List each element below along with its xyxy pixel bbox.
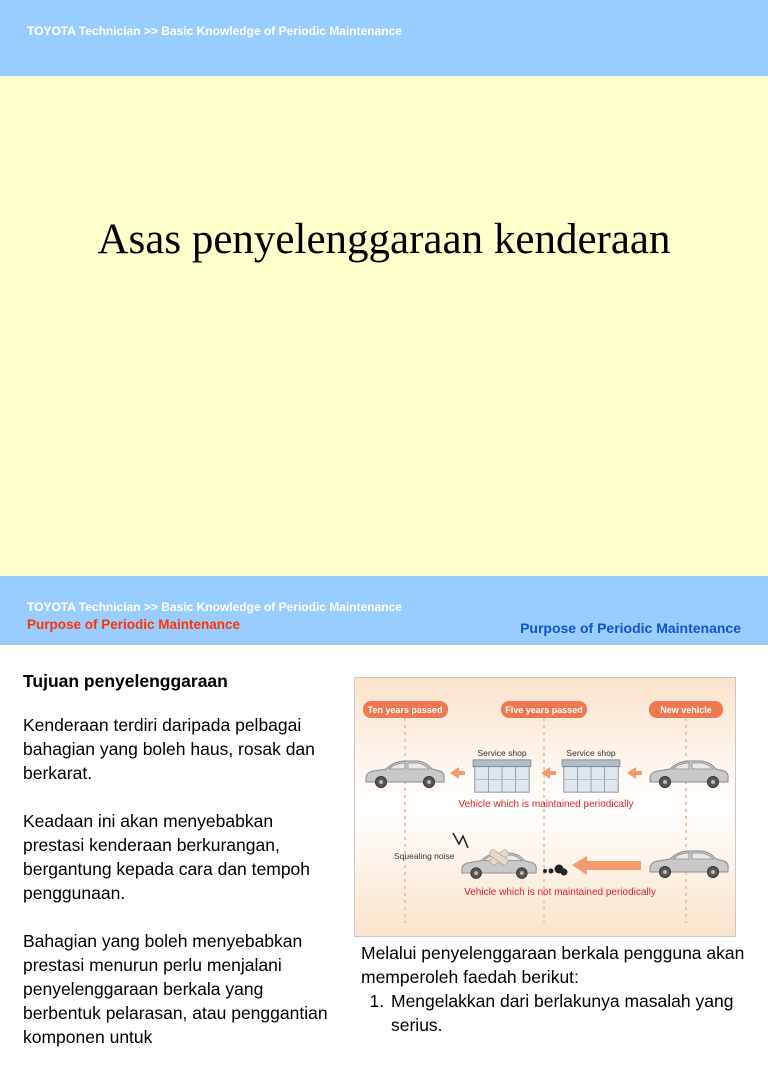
slide-header bbox=[0, 0, 768, 76]
service-shop-icon bbox=[562, 760, 620, 792]
benefits-intro: Melalui penyelenggaraan berkala pengguna akan memperoleh faedah berikut: bbox=[361, 943, 745, 987]
benefits-list bbox=[361, 989, 751, 1037]
label-maintained: Vehicle which is maintained periodically bbox=[458, 799, 634, 810]
maintenance-diagram bbox=[354, 677, 736, 937]
maintenance-diagram-svg bbox=[355, 678, 735, 936]
label-squealing-noise: Squealing noise bbox=[394, 851, 455, 861]
paragraph: Kenderaan terdiri daripada pelbagai bahagian yang boleh haus, rosak dan berkarat. bbox=[23, 715, 315, 783]
section-subtitle: Purpose of Periodic Maintenance bbox=[27, 617, 241, 632]
list-item: 1. Mengelakkan dari berlakunya masalah yang serius. bbox=[389, 989, 751, 1037]
breadcrumb: TOYOTA Technician >> Basic Knowledge of Periodic Maintenance bbox=[27, 600, 402, 614]
paragraph: Keadaan ini akan menyebabkan prestasi kenderaan berkurangan, bergantung kepada cara dan tempoh penggunaan. bbox=[23, 811, 311, 903]
section-title-right: Purpose of Periodic Maintenance bbox=[520, 620, 741, 636]
label-service-shop: Service shop bbox=[477, 748, 527, 758]
label-not-maintained: Vehicle which is not maintained periodically bbox=[464, 887, 656, 898]
paragraph: Bahagian yang boleh menyebabkan prestasi menurun perlu menjalani penyelenggaraan berkala yang berbentuk pelarasan, atau penggantian komponen untuk bbox=[23, 931, 328, 1047]
benefits-text bbox=[361, 941, 751, 1037]
section-heading: Tujuan penyelenggaraan bbox=[23, 671, 228, 691]
label-ten-years: Ten years passed bbox=[367, 705, 443, 715]
label-new-vehicle: New vehicle bbox=[660, 705, 712, 715]
content-slide bbox=[0, 576, 768, 1047]
slide-header bbox=[0, 576, 768, 645]
label-service-shop: Service shop bbox=[566, 748, 616, 758]
left-text-column bbox=[23, 669, 328, 1073]
service-shop-icon bbox=[473, 760, 531, 792]
breadcrumb: TOYOTA Technician >> Basic Knowledge of Periodic Maintenance bbox=[27, 24, 402, 38]
slide-title: Asas penyelenggaraan kenderaan bbox=[97, 216, 671, 263]
label-five-years: Five years passed bbox=[505, 705, 583, 715]
